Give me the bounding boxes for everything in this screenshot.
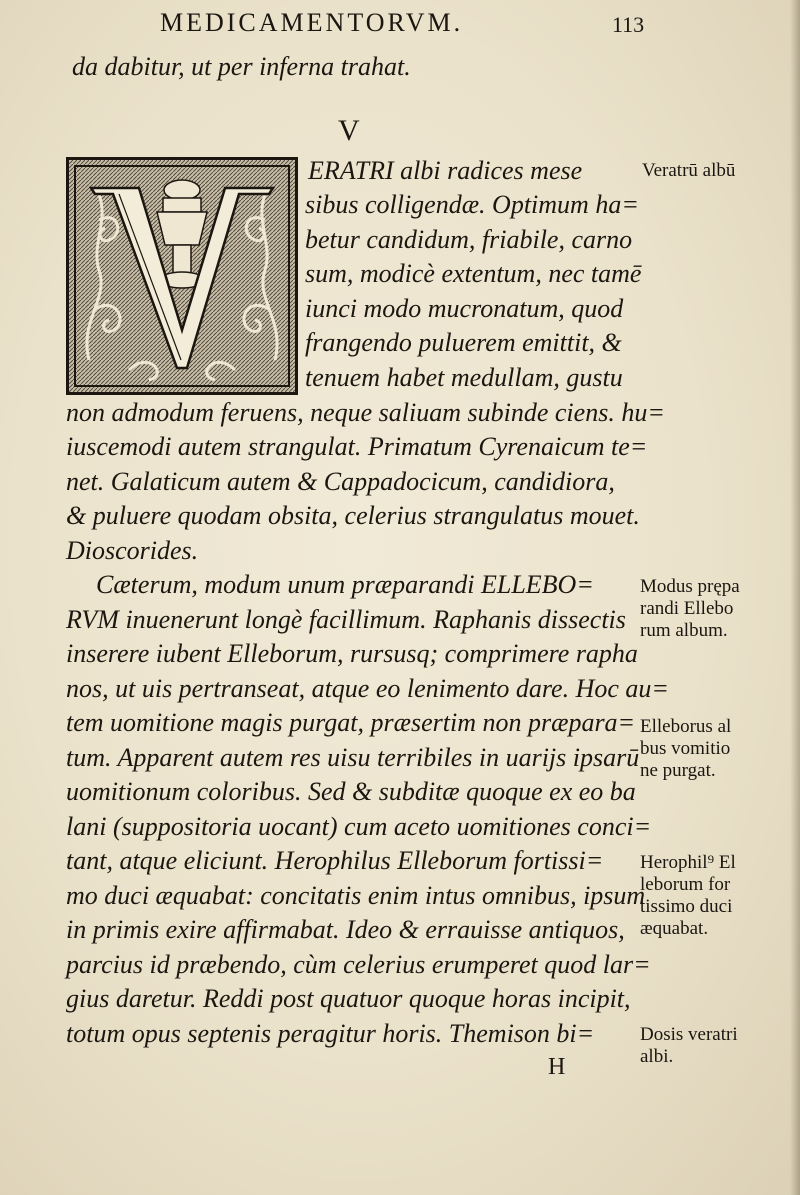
body-line: inserere iubent Elleborum, rursusq; comprimere rapha [66, 639, 638, 668]
margin-note-line: leborum for [640, 874, 731, 895]
margin-note [640, 852, 736, 940]
margin-note-line: Modus prępa [640, 576, 740, 597]
ornamental-initial-v-icon [66, 157, 298, 395]
margin-note [642, 160, 735, 182]
initial-engraving [69, 160, 295, 392]
body-line: sibus colligendæ. Optimum ha= [305, 190, 639, 219]
margin-note-line: albi. [640, 1046, 674, 1067]
body-line: tum. Apparent autem res uisu terribiles in uarijs ipsarū [66, 743, 640, 772]
margin-note [640, 716, 731, 782]
margin-note-line: rum album. [640, 620, 728, 641]
margin-note-line: tissimo duci [640, 896, 733, 917]
body-line: da dabitur, ut per inferna trahat. [72, 52, 411, 81]
margin-note-line: bus vomitio [640, 738, 731, 759]
margin-note-line: æquabat. [640, 918, 709, 939]
body-line: & puluere quodam obsita, celerius strangulatus mouet. [66, 501, 640, 530]
body-line: nos, ut uis pertranseat, atque eo lenimento dare. Hoc au= [66, 674, 669, 703]
margin-note-line: randi Ellebo [640, 598, 734, 619]
body-line: Dioscorides. [66, 536, 199, 565]
body-line: mo duci æquabat: concitatis enim intus omnibus, ipsum [66, 881, 646, 910]
margin-note [640, 576, 740, 642]
body-line: uomitionum coloribus. Sed & subditæ quoque ex eo ba [66, 777, 636, 806]
margin-note-line: Elleborus al [640, 716, 732, 737]
body-line: RVM inuenerunt longè facillimum. Raphanis dissectis [66, 605, 626, 634]
running-head [0, 8, 800, 48]
running-title: MEDICAMENTORVM. [160, 8, 464, 37]
body-line: iunci modo mucronatum, quod [305, 294, 624, 323]
margin-note [640, 1024, 738, 1068]
body-line: Cæterum, modum unum præparandi ELLEBO= [96, 570, 594, 599]
body-line: totum opus septenis peragitur horis. Themison bi= [66, 1019, 595, 1048]
page-edge-shadow [790, 0, 800, 1195]
margin-note-line: ne purgat. [640, 760, 716, 781]
body-line: gius daretur. Reddi post quatuor quoque horas incipit, [66, 984, 631, 1013]
body-line: non admodum feruens, neque saliuam subinde ciens. hu= [66, 398, 665, 427]
margin-note-line: Dosis veratri [640, 1024, 738, 1045]
body-line: ERATRI albi radices mese [308, 156, 583, 185]
body-line: parcius id præbendo, cùm celerius erumperet quod lar= [66, 950, 651, 979]
body-line: tem uomitione magis purgat, præsertim non præpara= [66, 708, 636, 737]
body-line: lani (suppositoria uocant) cum aceto uomitiones conci= [66, 812, 652, 841]
margin-note-line: Herophil⁹ El [640, 852, 736, 873]
signature-mark: H [548, 1054, 566, 1080]
body-line: iuscemodi autem strangulat. Primatum Cyrenaicum te= [66, 432, 648, 461]
body-line: frangendo puluerem emittit, & [305, 328, 622, 357]
body-line: net. Galaticum autem & Cappadocicum, candidiora, [66, 467, 615, 496]
section-letter: V [338, 114, 360, 147]
page-number: 113 [612, 12, 645, 37]
body-line: in primis exire affirmabat. Ideo & errauisse antiquos, [66, 915, 625, 944]
body-line: betur candidum, friabile, carno [305, 225, 633, 254]
body-line: tant, atque eliciunt. Herophilus Elleborum fortissi= [66, 846, 604, 875]
body-line: sum, modicè extentum, nec tamē [305, 259, 642, 288]
margin-note-line: Veratrū albū [642, 160, 736, 181]
body-line: tenuem habet medullam, gustu [305, 363, 623, 392]
